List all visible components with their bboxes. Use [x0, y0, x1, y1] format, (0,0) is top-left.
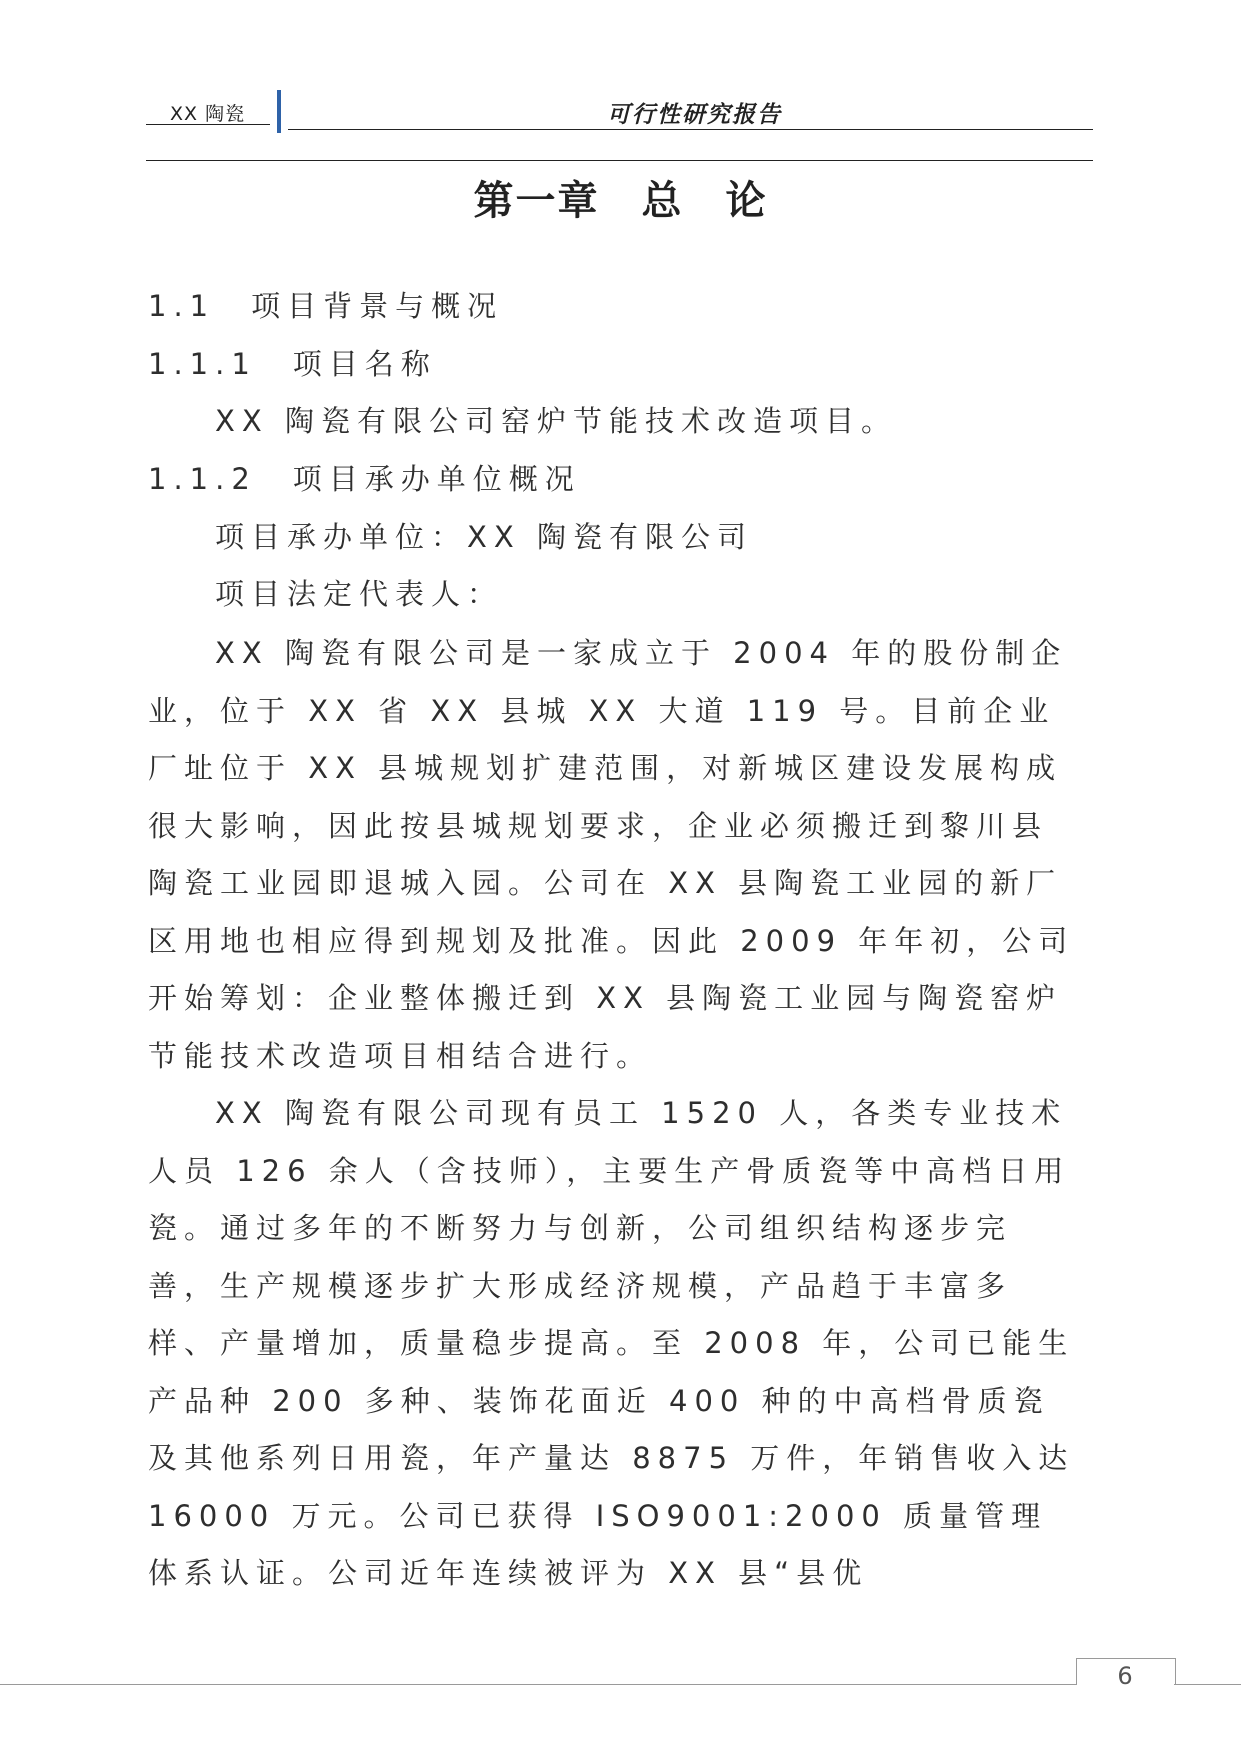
section-heading-1-1: 1.1 项目背景与概况 — [148, 289, 504, 323]
header-company-name: XX 陶瓷 — [170, 103, 246, 125]
footer-rule-left — [0, 1684, 1076, 1685]
header-report-title: 可行性研究报告 — [607, 102, 782, 128]
footer-rule-right — [1174, 1684, 1241, 1685]
header-rule-left — [146, 124, 270, 125]
section-heading-1-1-2: 1.1.2 项目承办单位概况 — [148, 462, 581, 496]
paragraph: XX 陶瓷有限公司是一家成立于 2004 年的股份制企业，位于 XX 省 XX 县城 XX 大道 119 号。目前企业厂址位于 XX 县城规划扩建范围，对新城区建设发展构成很大影响，因此按县城规划要求，企业必须搬迁到黎川县陶瓷工业园即退城入园。公司在 XX 县陶瓷工业园的新厂区用地也相应得到规划及批准。因此 2009 年年初，公司开始筹划：企业整体搬迁到 XX 县陶瓷工业园与陶瓷窑炉节能技术改造项目相结合进行。 — [148, 636, 1075, 1073]
header-rule-right — [288, 129, 1093, 130]
header-accent-bar — [277, 90, 281, 133]
chapter-title: 第一章 总 论 — [473, 178, 768, 224]
undertaker-text: 项目承办单位：XX 陶瓷有限公司 — [215, 520, 753, 554]
header-rule-full — [146, 160, 1093, 161]
page-number: 6 — [1117, 1662, 1133, 1690]
legal-representative-text: 项目法定代表人： — [215, 577, 504, 611]
body-text — [148, 625, 1083, 1603]
section-heading-1-1-1: 1.1.1 项目名称 — [148, 347, 437, 381]
project-name-text: XX 陶瓷有限公司窑炉节能技术改造项目。 — [215, 404, 897, 438]
paragraph: XX 陶瓷有限公司现有员工 1520 人，各类专业技术人员 126 余人（含技师），主要生产骨质瓷等中高档日用瓷。通过多年的不断努力与创新，公司组织结构逐步完善，生产规模逐步扩大形成经济规模，产品趋于丰富多样、产量增加，质量稳步提高。至 2008 年，公司已能生产品种 200 多种、装饰花面近 400 种的中高档骨质瓷及其他系列日用瓷，年产量达 8875 万件，年销售收入达 16000 万元。公司已获得 ISO9001:2000 质量管理体系认证。公司近年连续被评为 XX 县“县优 — [148, 1096, 1075, 1590]
